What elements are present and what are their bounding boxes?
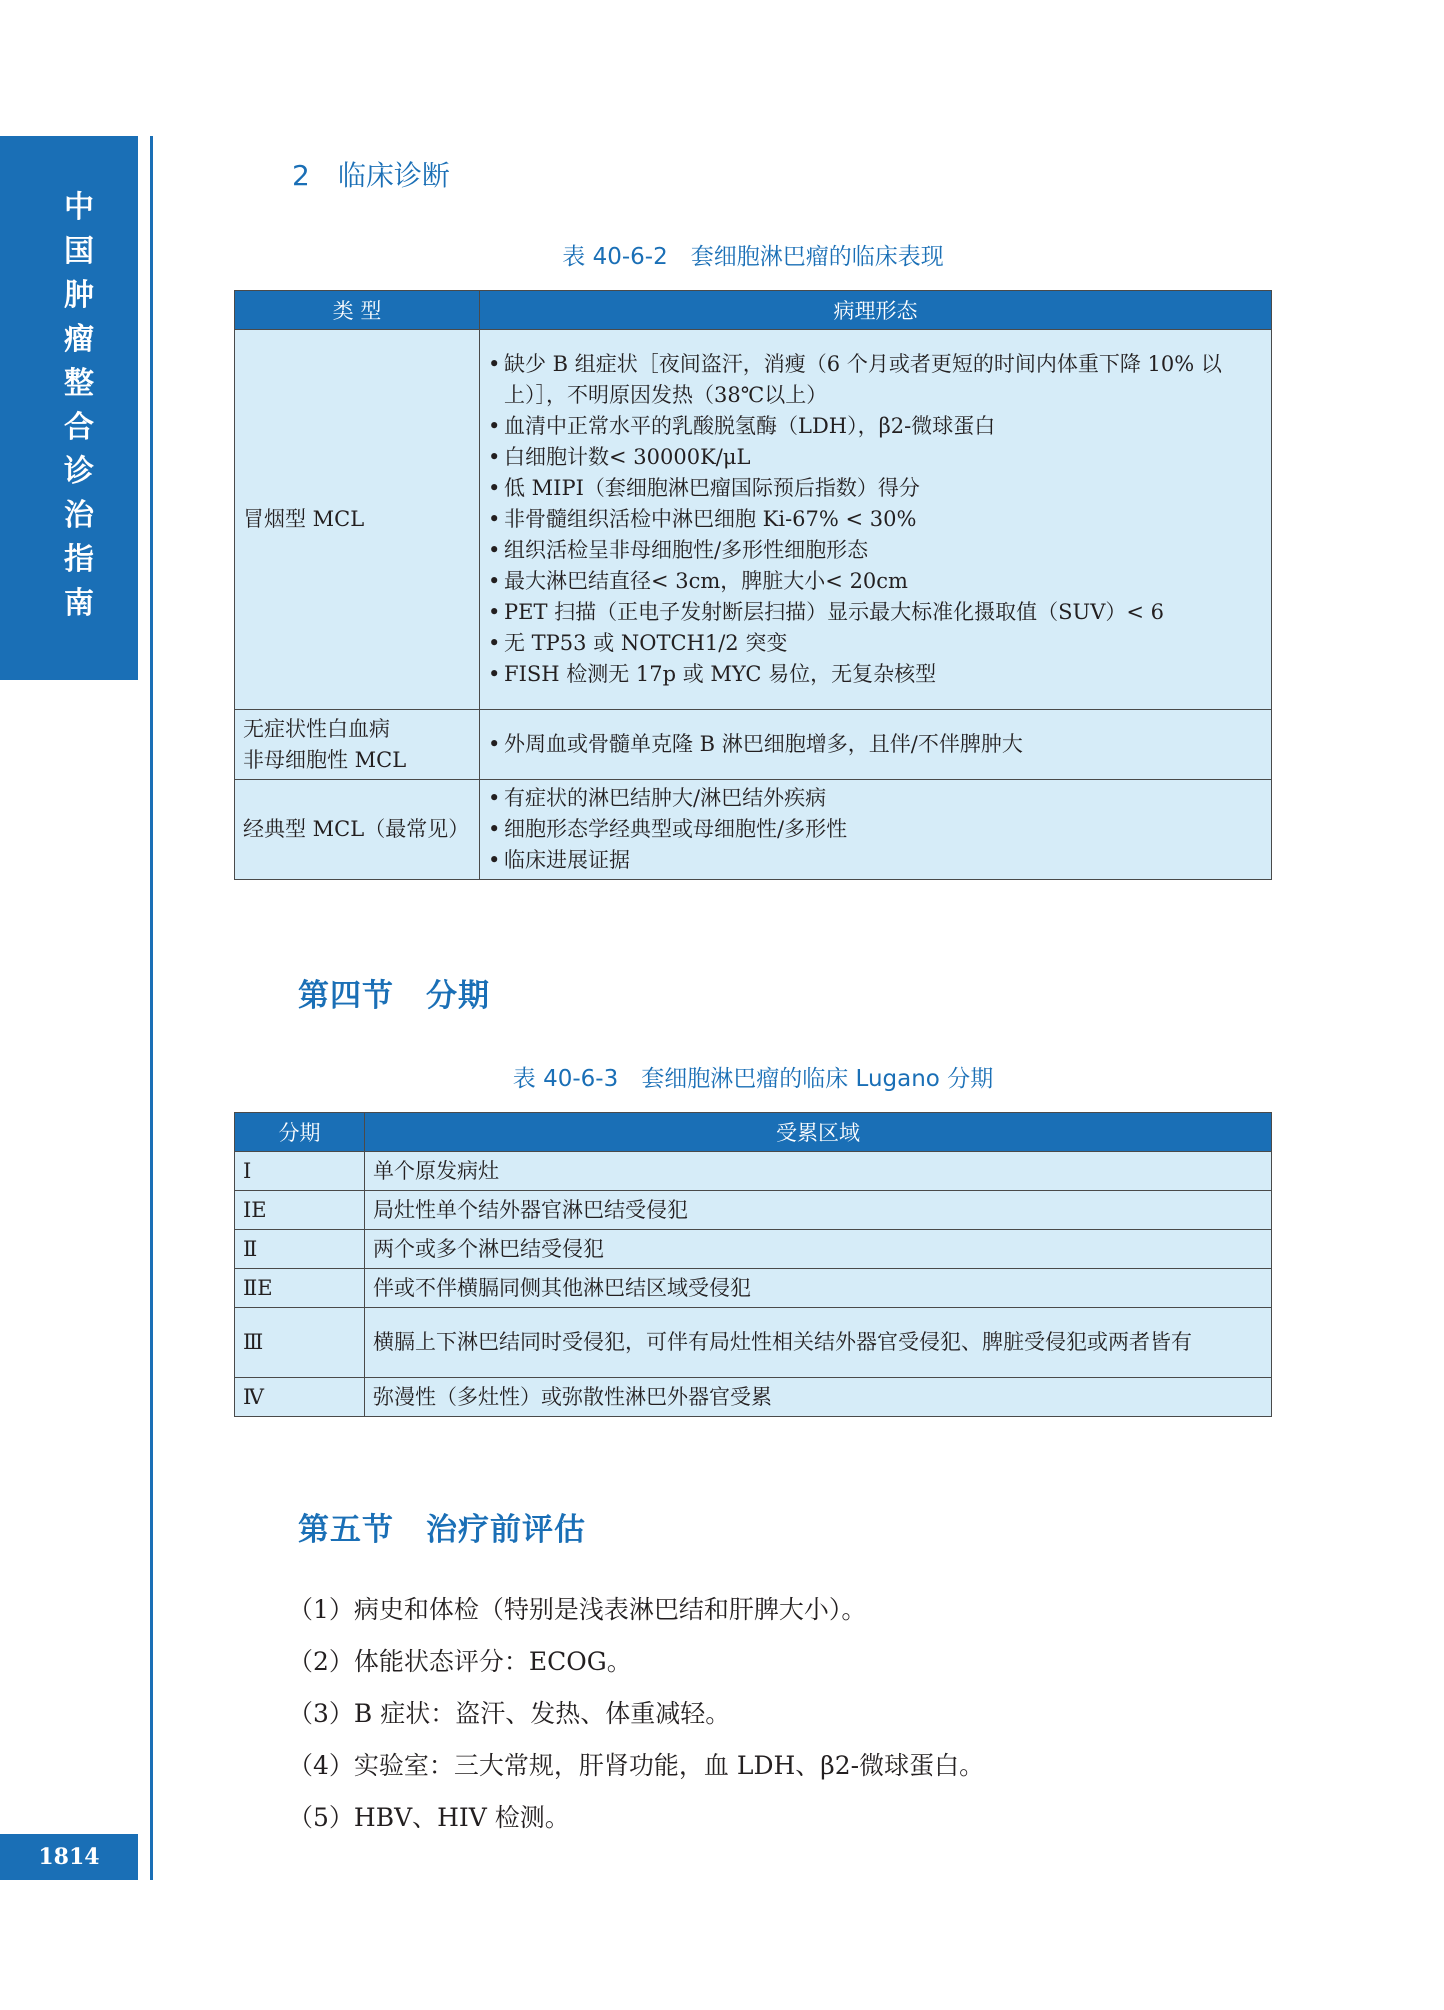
list-item: • 低 MIPI（套细胞淋巴瘤国际预后指数）得分 xyxy=(488,473,1263,504)
book-title-char: 治 xyxy=(64,498,94,533)
page-number: 1814 xyxy=(0,1834,138,1880)
region-cell: 局灶性单个结外器官淋巴结受侵犯 xyxy=(365,1191,1272,1230)
row-type: 冒烟型 MCL xyxy=(235,330,480,710)
book-title-char: 国 xyxy=(64,234,94,269)
margin-rule xyxy=(150,136,153,1880)
book-title-char: 南 xyxy=(64,586,94,621)
book-title-char: 诊 xyxy=(64,454,94,489)
table1-caption: 表 40-6-2 套细胞淋巴瘤的临床表现 xyxy=(562,244,944,270)
row-type-line: 非母细胞性 MCL xyxy=(243,747,407,772)
list-item: • 缺少 B 组症状［夜间盗汗，消瘦（6 个月或者更短的时间内体重下降 10% 以上）］，不明原因发热（38℃以上） xyxy=(488,349,1263,411)
book-title-char: 整 xyxy=(64,366,94,401)
section-heading-evaluation: 第五节 治疗前评估 xyxy=(298,1512,586,1548)
list-item: • 白细胞计数< 30000K/μL xyxy=(488,442,1263,473)
subsection-heading: 2 临床诊断 xyxy=(292,159,450,192)
list-item: （2）体能状态评分：ECOG。 xyxy=(288,1647,632,1676)
table-row xyxy=(235,1230,1272,1269)
list-item: • PET 扫描（正电子发射断层扫描）显示最大标准化摄取值（SUV）< 6 xyxy=(488,597,1263,628)
list-item: • 有症状的淋巴结肿大/淋巴结外疾病 xyxy=(488,783,1263,814)
table-row xyxy=(235,780,1272,880)
table2-caption: 表 40-6-3 套细胞淋巴瘤的临床 Lugano 分期 xyxy=(512,1066,994,1092)
list-item: （1）病史和体检（特别是浅表淋巴结和肝脾大小）。 xyxy=(288,1595,867,1624)
lugano-staging-table xyxy=(234,1112,1272,1417)
book-title-char: 合 xyxy=(64,410,94,445)
table2-header-stage: 分期 xyxy=(235,1113,365,1152)
feature-list xyxy=(488,783,1263,876)
list-item: （5）HBV、HIV 检测。 xyxy=(288,1803,570,1832)
list-item: • 外周血或骨髓单克隆 B 淋巴细胞增多，且伴/不伴脾肿大 xyxy=(488,729,1263,760)
row-type-line: 无症状性白血病 xyxy=(243,716,390,741)
feature-list xyxy=(488,349,1263,690)
book-title-vertical xyxy=(0,186,158,626)
table-row xyxy=(235,1191,1272,1230)
stage-cell: Ⅳ xyxy=(235,1378,365,1417)
region-cell: 伴或不伴横膈同侧其他淋巴结区域受侵犯 xyxy=(365,1269,1272,1308)
list-item: （4）实验室：三大常规，肝肾功能，血 LDH、β2-微球蛋白。 xyxy=(288,1751,985,1780)
book-title-char: 中 xyxy=(64,190,94,225)
stage-cell: ⅡE xyxy=(235,1269,365,1308)
clinical-features-table xyxy=(234,290,1272,880)
list-item: （3）B 症状：盗汗、发热、体重减轻。 xyxy=(288,1699,731,1728)
feature-list xyxy=(488,729,1263,760)
book-title-char: 指 xyxy=(64,542,94,577)
book-title-char: 瘤 xyxy=(64,322,94,357)
list-item: • 血清中正常水平的乳酸脱氢酶（LDH），β2-微球蛋白 xyxy=(488,411,1263,442)
list-item: • 最大淋巴结直径< 3cm，脾脏大小< 20cm xyxy=(488,566,1263,597)
list-item: • 非骨髓组织活检中淋巴细胞 Ki-67% < 30% xyxy=(488,504,1263,535)
table-row xyxy=(235,1269,1272,1308)
region-cell: 横膈上下淋巴结同时受侵犯，可伴有局灶性相关结外器官受侵犯、脾脏受侵犯或两者皆有 xyxy=(365,1308,1272,1378)
table1-header-pathology: 病理形态 xyxy=(480,291,1272,330)
list-item: • 组织活检呈非母细胞性/多形性细胞形态 xyxy=(488,535,1263,566)
section-heading-staging: 第四节 分期 xyxy=(298,978,490,1014)
stage-cell: Ⅰ xyxy=(235,1152,365,1191)
table-row xyxy=(235,1308,1272,1378)
table-row xyxy=(235,1378,1272,1417)
table1-header-type: 类 型 xyxy=(235,291,480,330)
list-item: • FISH 检测无 17p 或 MYC 易位，无复杂核型 xyxy=(488,659,1263,690)
row-type: 经典型 MCL（最常见） xyxy=(235,780,480,880)
region-cell: 单个原发病灶 xyxy=(365,1152,1272,1191)
stage-cell: ⅠE xyxy=(235,1191,365,1230)
region-cell: 弥漫性（多灶性）或弥散性淋巴外器官受累 xyxy=(365,1378,1272,1417)
list-item: • 无 TP53 或 NOTCH1/2 突变 xyxy=(488,628,1263,659)
region-cell: 两个或多个淋巴结受侵犯 xyxy=(365,1230,1272,1269)
stage-cell: Ⅱ xyxy=(235,1230,365,1269)
evaluation-list xyxy=(288,1584,984,1844)
book-title-char: 肿 xyxy=(64,278,94,313)
list-item: • 细胞形态学经典型或母细胞性/多形性 xyxy=(488,814,1263,845)
stage-cell: Ⅲ xyxy=(235,1308,365,1378)
table2-header-region: 受累区域 xyxy=(365,1113,1272,1152)
table-row xyxy=(235,330,1272,710)
table-row xyxy=(235,1152,1272,1191)
list-item: • 临床进展证据 xyxy=(488,845,1263,876)
table-row xyxy=(235,710,1272,780)
